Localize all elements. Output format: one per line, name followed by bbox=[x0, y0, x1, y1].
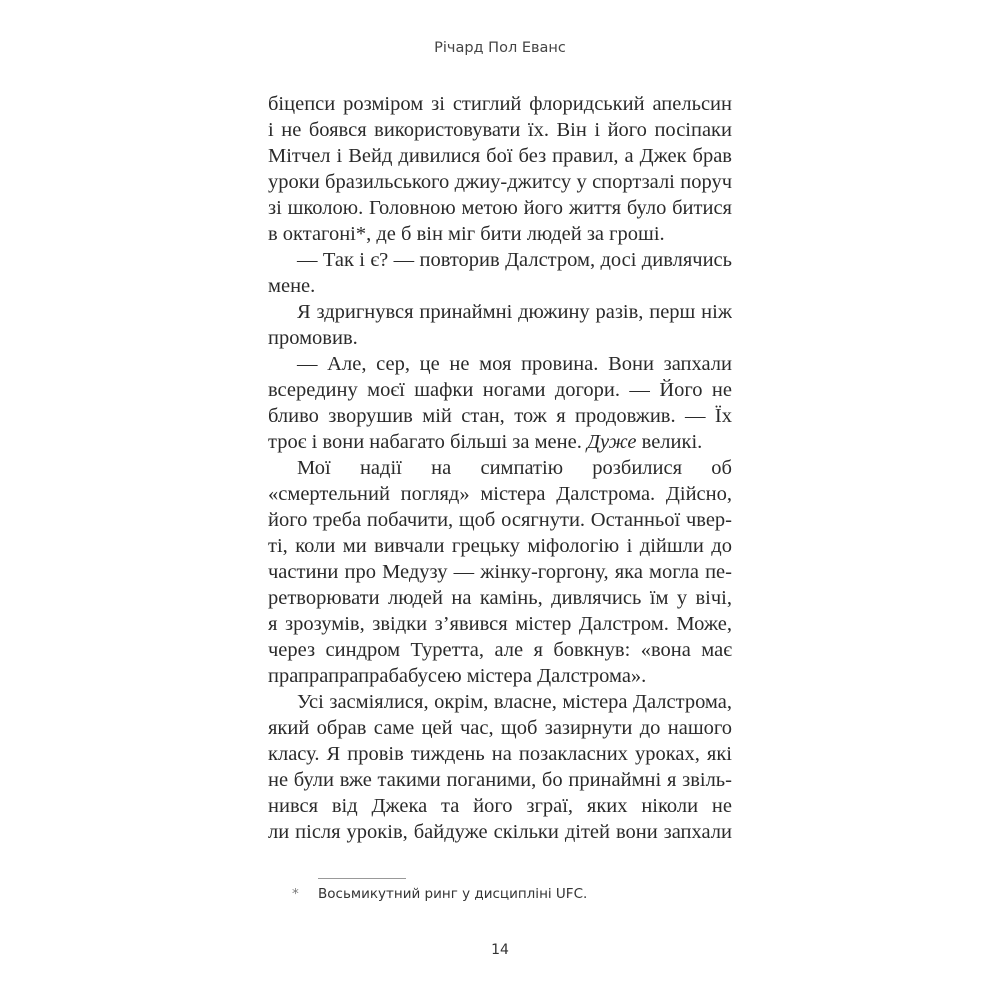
text-line-content: який обрав саме цей час, щоб зазирнути до нашого bbox=[268, 717, 732, 739]
text-line bbox=[268, 169, 732, 195]
text-line bbox=[268, 377, 732, 403]
text-line-content: нився від Джека та його зграї, яких ніколи не bbox=[268, 795, 732, 817]
text-line-content: — Так і є? — повторив Далстром, досі дивлячись bbox=[297, 249, 732, 271]
text-line-content: прапрапрапрабабусею містера Далстрома». bbox=[268, 665, 647, 687]
text-line bbox=[268, 195, 732, 221]
text-line-content: Мої надії на симпатію розбилися об bbox=[297, 457, 732, 479]
text-line-content: ті, коли ми вивчали грецьку міфологію і дійшли до bbox=[268, 535, 732, 557]
text-line bbox=[268, 429, 732, 455]
text-line-content: Мітчел і Вейд дивилися бої без правил, а Джек брав bbox=[268, 145, 732, 167]
text-line bbox=[268, 143, 732, 169]
italic-emphasis: Дуже bbox=[586, 431, 637, 453]
text-line-content: промовив. bbox=[268, 327, 358, 349]
text-line-content: ли після уроків, байдуже скільки дітей вони запхали bbox=[268, 821, 732, 843]
running-header: Річард Пол Еванс bbox=[434, 40, 566, 56]
text-line-content: і не боявся використовувати їх. Він і його посіпаки bbox=[268, 119, 732, 141]
text-line-content: в октагоні*, де б він міг бити людей за гроші. bbox=[268, 223, 665, 245]
text-line-content: — Але, сер, це не моя провина. Вони запхали bbox=[297, 353, 732, 375]
text-line bbox=[268, 819, 732, 845]
text-line bbox=[268, 91, 732, 117]
text-line-content: частини про Медузу — жінку-горгону, яка могла пе- bbox=[268, 561, 732, 583]
text-line bbox=[268, 715, 732, 741]
text-line bbox=[268, 793, 732, 819]
footnote-marker: * bbox=[292, 886, 299, 902]
text-line bbox=[268, 117, 732, 143]
text-line bbox=[268, 559, 732, 585]
text-line bbox=[268, 507, 732, 533]
text-line bbox=[268, 455, 732, 481]
text-line-content: мене. bbox=[268, 275, 316, 297]
text-line bbox=[268, 403, 732, 429]
text-line bbox=[268, 481, 732, 507]
text-line-content: через синдром Туретта, але я бовкнув: «вона має bbox=[268, 639, 732, 661]
text-line-content: Усі засміялися, окрім, власне, містера Далстрома, bbox=[297, 691, 732, 713]
text-line bbox=[268, 585, 732, 611]
text-line-content: великі. bbox=[636, 431, 703, 453]
text-line-content: його треба побачити, щоб осягнути. Останньої чвер- bbox=[268, 509, 732, 531]
footnote-divider bbox=[318, 878, 406, 879]
text-line bbox=[268, 351, 732, 377]
text-line-content: всередину моєї шафки ногами догори. — Його не bbox=[268, 379, 732, 401]
text-line-content: зі школою. Головною метою його життя було битися bbox=[268, 197, 732, 219]
text-line bbox=[268, 663, 732, 689]
text-line-content: ретворювати людей на камінь, дивлячись їм у вічі, bbox=[268, 587, 732, 609]
text-line bbox=[268, 741, 732, 767]
text-line bbox=[268, 533, 732, 559]
text-line-content: уроки бразильського джиу-джитсу у спортзалі поруч bbox=[268, 171, 732, 193]
text-line-content: бливо зворушив мій стан, тож я продовжив. — Їх bbox=[268, 405, 732, 427]
text-line-content: класу. Я провів тиждень на позакласних уроках, які bbox=[268, 743, 732, 765]
text-line bbox=[268, 689, 732, 715]
text-line bbox=[268, 273, 732, 299]
text-line bbox=[268, 325, 732, 351]
text-line bbox=[268, 221, 732, 247]
footnote bbox=[292, 886, 587, 902]
text-line bbox=[268, 637, 732, 663]
text-line bbox=[268, 767, 732, 793]
text-line-content: не були вже такими поганими, бо принаймні я звіль- bbox=[268, 769, 732, 791]
text-line-content: я зрозумів, звідки з’явився містер Далстром. Може, bbox=[268, 613, 732, 635]
text-line-content: «смертельний погляд» містера Далстрома. Дійсно, bbox=[268, 483, 732, 505]
text-line-content: Я здригнувся принаймні дюжину разів, перш ніж bbox=[297, 301, 732, 323]
body-text bbox=[268, 91, 732, 845]
text-line-content: троє і вони набагато більші за мене. bbox=[268, 431, 587, 453]
text-line bbox=[268, 299, 732, 325]
text-line-content: біцепси розміром зі стиглий флоридський апельсин bbox=[268, 93, 732, 115]
page-number: 14 bbox=[491, 942, 509, 958]
text-line bbox=[268, 247, 732, 273]
text-line bbox=[268, 611, 732, 637]
footnote-text: Восьмикутний ринг у дисципліні UFC. bbox=[318, 886, 588, 902]
